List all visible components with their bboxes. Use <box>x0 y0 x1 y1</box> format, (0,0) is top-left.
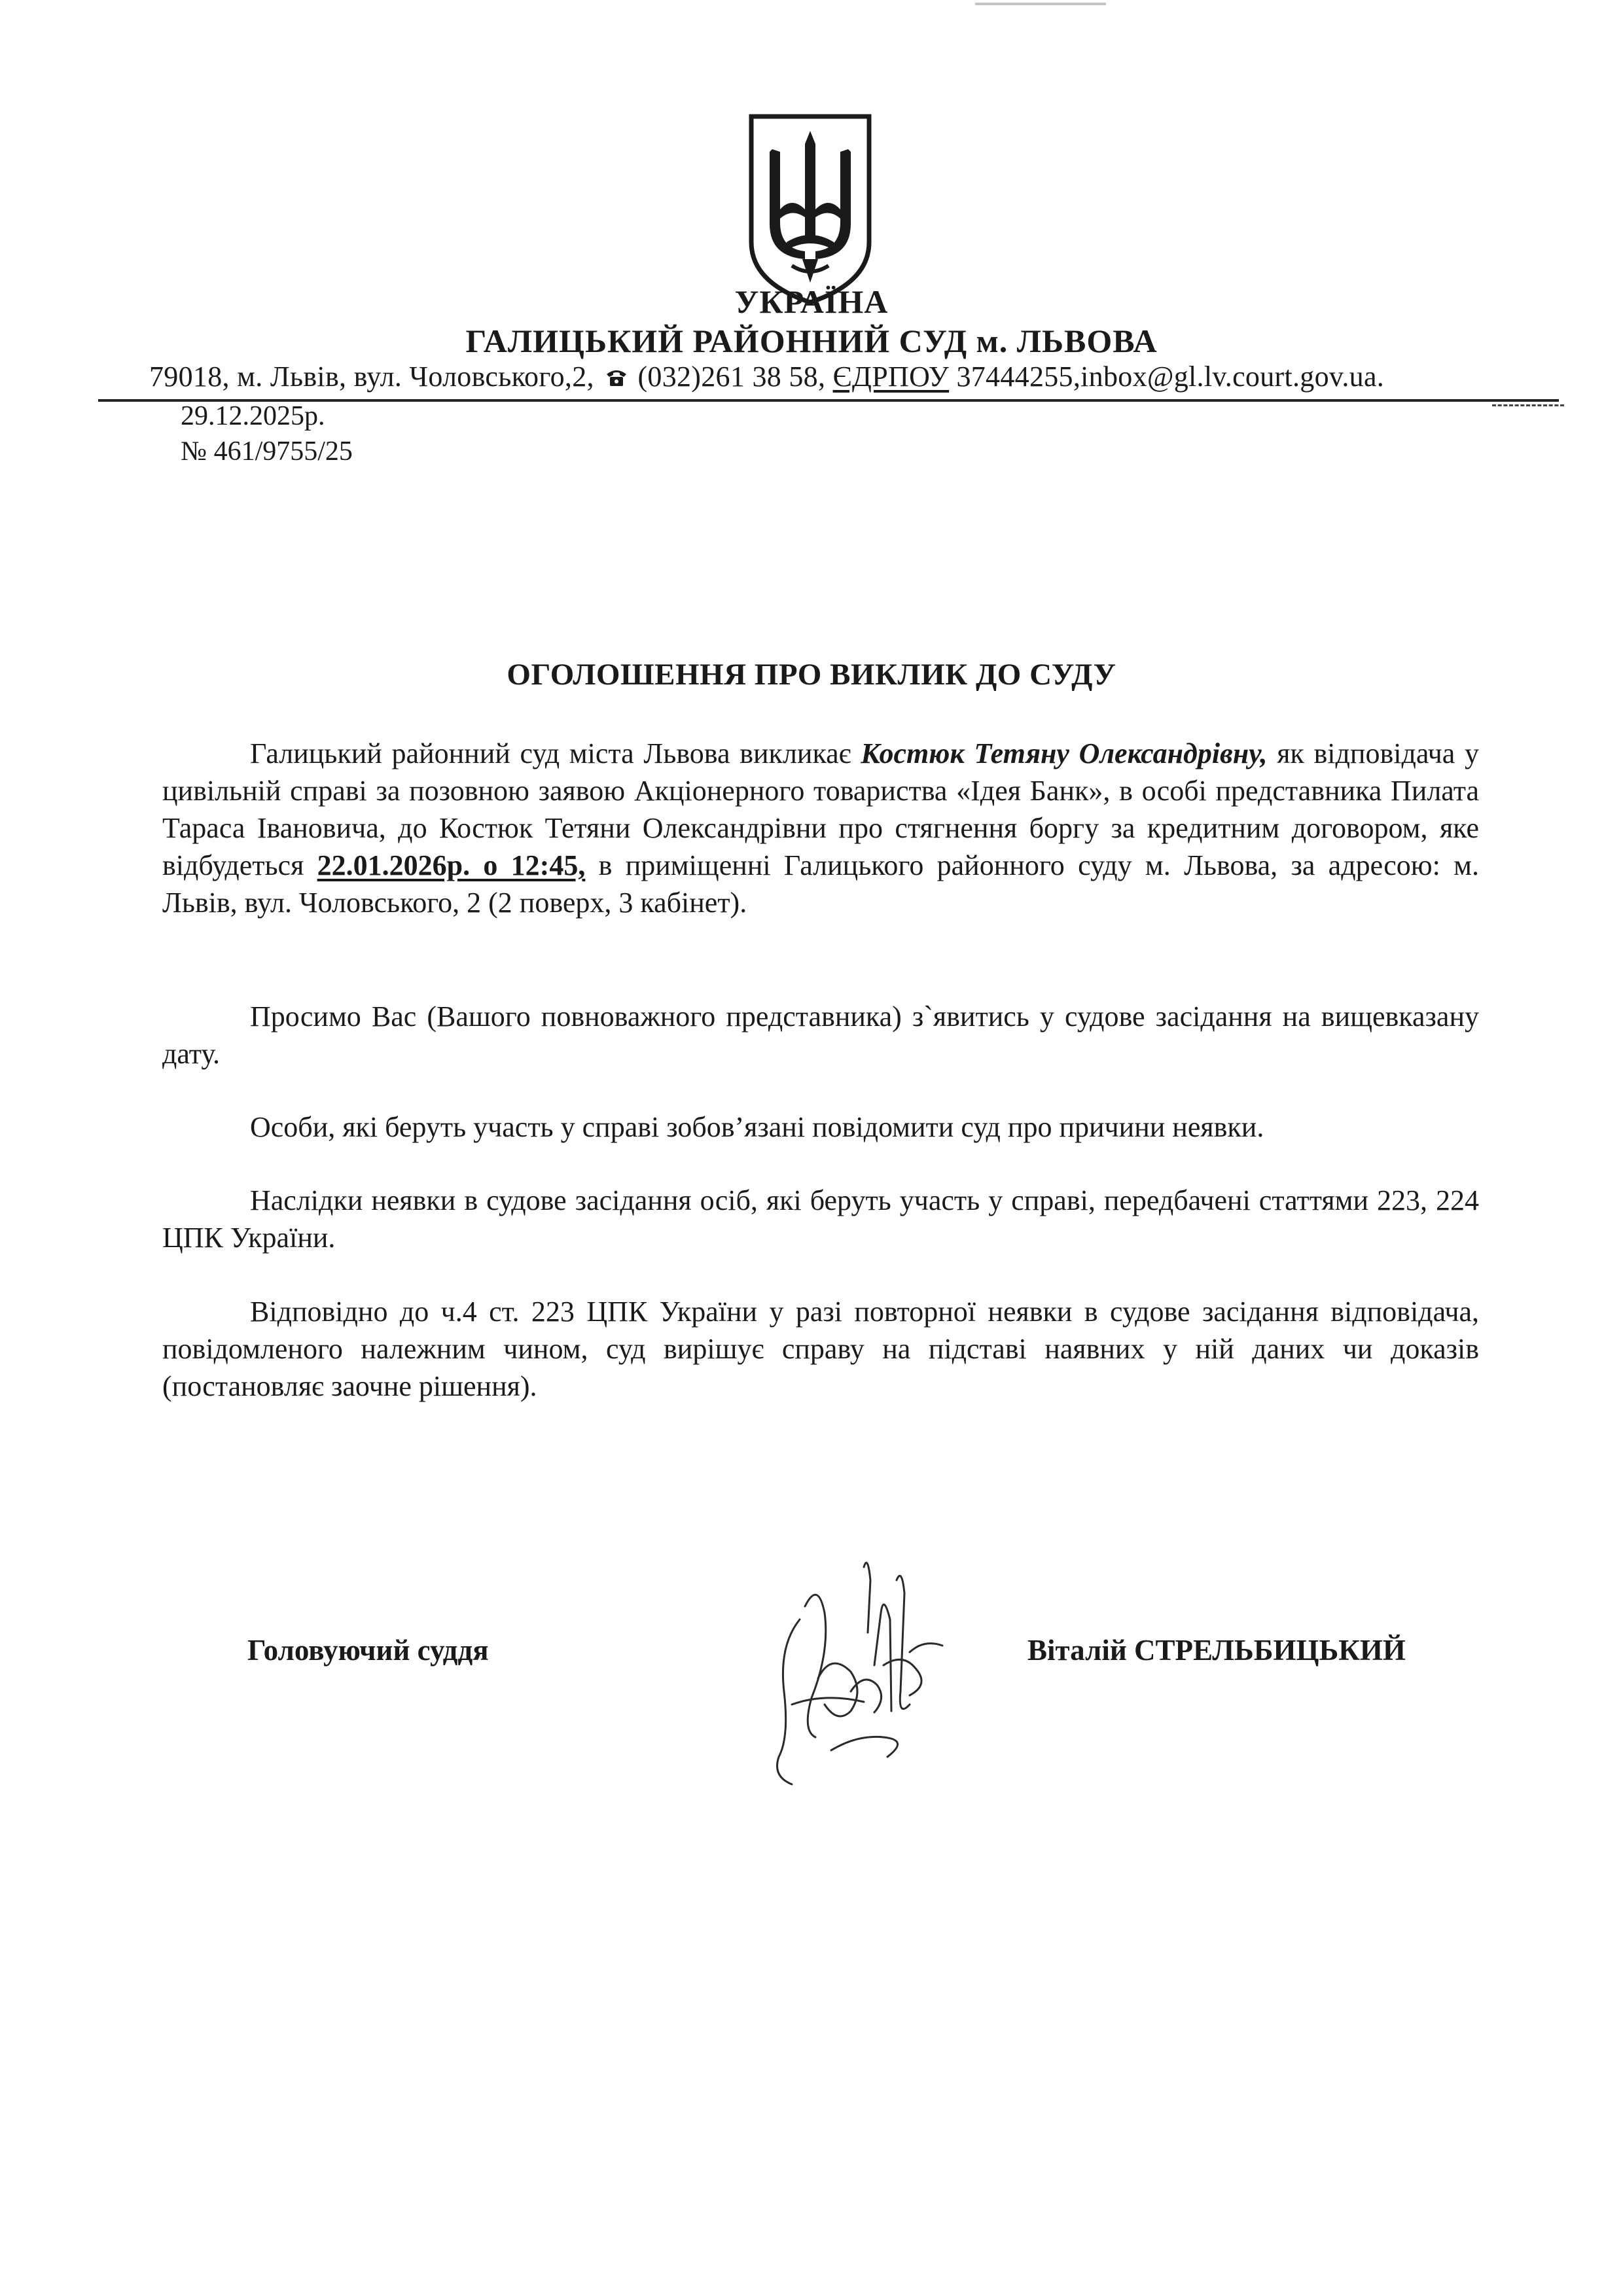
postal-address: 79018, м. Львів, вул. Чоловського,2, <box>149 361 594 393</box>
document-date: 29.12.2025р. <box>181 401 325 431</box>
handwritten-signature <box>753 1541 969 1803</box>
court-address-line <box>149 360 1384 393</box>
notice-paragraph-consequences: Наслідки неявки в судове засідання осіб, які беруть участь у справі, передбачені статтями 223, 224 ЦПК України. <box>162 1184 1479 1254</box>
summons-text-end: в приміщенні Галицького районного суду м. Львова, за адресою: м. Львів, вул. Чоловського, 2 (2 поверх, 3 кабінет). <box>162 849 1479 919</box>
header-divider-tail <box>1492 404 1564 406</box>
notice-title: ОГОЛОШЕННЯ ПРО ВИКЛИК ДО СУДУ <box>507 658 1116 692</box>
notice-paragraph-default-judgment: Відповідно до ч.4 ст. 223 ЦПК України у разі повторної неявки в судове засідання відповідача, повідомленого належним чином, суд вирішує справу на підставі наявних у ній даних чи доказів (постановляє заочне рішення). <box>162 1296 1479 1402</box>
notice-paragraph-request: Просимо Вас (Вашого повноважного представника) з`явитись у судове засідання на вищевказану дату. <box>162 1000 1479 1070</box>
defendant-name: Костюк Тетяну Олександрівну, <box>861 737 1268 769</box>
edrpou-label: ЄДРПОУ <box>832 361 950 393</box>
summons-text-middle: як відповідача у цивільній справі за позовною заявою Акціонерного товариства «Ідея Банк», в особі представника Пилата Тараса Івановича, до Костюк Тетяни Олександрівни про стягнення боргу за кредитним договором, яке відбудеться <box>162 737 1479 881</box>
judge-name: Віталій СТРЕЛЬБИЦЬКИЙ <box>1027 1634 1406 1667</box>
summons-text-start: Галицький районний суд міста Львова викликає <box>250 737 861 769</box>
document-number: № 461/9755/25 <box>181 436 353 467</box>
coat-of-arms-icon <box>746 111 874 308</box>
hearing-datetime: 22.01.2026р. о 12:45, <box>317 849 586 881</box>
notice-paragraph-obligation: Особи, які беруть участь у справі зобов’язані повідомити суд про причини неявки. <box>250 1111 1264 1143</box>
court-phone: (032)261 38 58, <box>637 361 826 393</box>
notice-paragraph-summons <box>162 735 1479 921</box>
court-heading: ГАЛИЦЬКИЙ РАЙОННИЙ СУД м. ЛЬВОВА <box>465 323 1158 359</box>
scan-artifact <box>975 3 1106 5</box>
edrpou-and-email: 37444255,inbox@gl.lv.court.gov.ua. <box>956 361 1385 393</box>
signatory-role: Головуючий суддя <box>247 1634 489 1667</box>
country-heading: УКРАЇНА <box>734 283 889 320</box>
telephone-icon <box>605 368 628 387</box>
